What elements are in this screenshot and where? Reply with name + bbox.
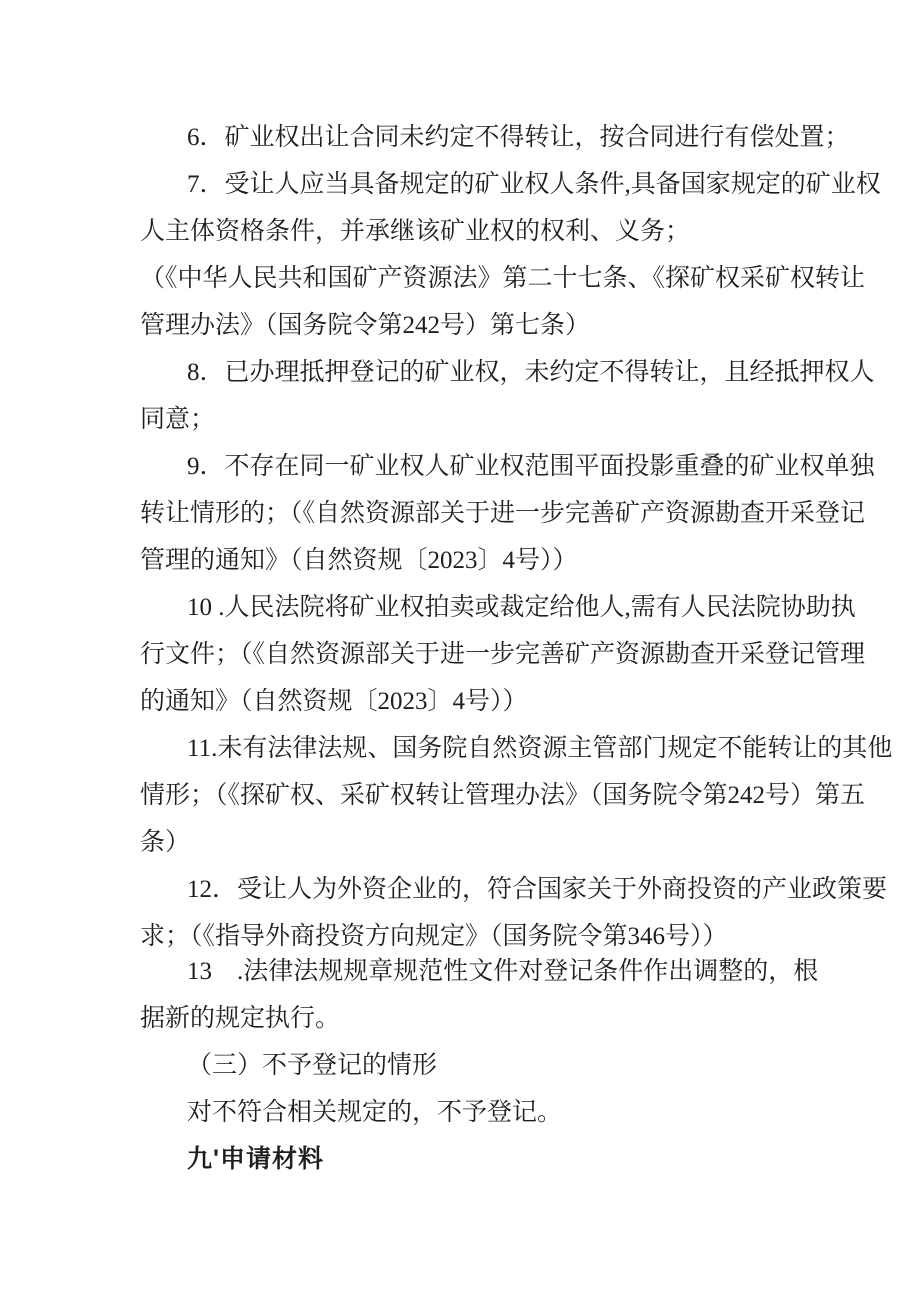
document-line: 求；（《指导外商投资方向规定》（国务院令第346号）） bbox=[140, 923, 728, 950]
section-heading: 九'申请材料 bbox=[187, 1145, 324, 1173]
document-line: 情形；（《探矿权、采矿权转让管理办法》（国务院令第242号）第五 bbox=[140, 782, 866, 809]
document-line: 8．已办理抵押登记的矿业权，未约定不得转让，且经抵押权人 bbox=[187, 359, 875, 386]
document-line: 据新的规定执行。 bbox=[140, 1005, 341, 1032]
document-line: 对不符合相关规定的，不予登记。 bbox=[187, 1099, 563, 1126]
document-line: 管理办法》（国务院令第242号）第七条） bbox=[140, 312, 591, 339]
document-line: （三）不予登记的情形 bbox=[187, 1052, 438, 1079]
document-body bbox=[140, 114, 896, 1183]
document-line: 7．受让人应当具备规定的矿业权人条件,具备国家规定的矿业权 bbox=[187, 171, 881, 198]
document-line: 的通知》（自然资规〔2023〕4号）） bbox=[140, 688, 528, 715]
document-line: 转让情形的；（《自然资源部关于进一步完善矿产资源勘查开采登记 bbox=[140, 500, 866, 527]
document-line: 10 .人民法院将矿业权拍卖或裁定给他人,需有人民法院协助执 bbox=[187, 594, 856, 621]
document-line: 12．受让人为外资企业的，符合国家关于外商投资的产业政策要 bbox=[187, 876, 888, 903]
document-line: 同意； bbox=[140, 406, 216, 433]
document-line: 人主体资格条件，并承继该矿业权的权利、义务； bbox=[140, 218, 691, 245]
document-line: 11.未有法律法规、国务院自然资源主管部门规定不能转让的其他 bbox=[187, 735, 893, 762]
document-line: 管理的通知》（自然资规〔2023〕4号）） bbox=[140, 547, 578, 574]
document-line: （《中华人民共和国矿产资源法》第二十七条、《探矿权采矿权转让 bbox=[140, 265, 866, 292]
document-line: 行文件；（《自然资源部关于进一步完善矿产资源勘查开采登记管理 bbox=[140, 641, 866, 668]
document-line: 条） bbox=[140, 829, 191, 856]
document-line: 13 .法律法规规章规范性文件对登记条件作出调整的，根 bbox=[187, 958, 819, 985]
document-line: 6．矿业权出让合同未约定不得转让，按合同进行有偿处置； bbox=[187, 124, 850, 151]
document-line: 9．不存在同一矿业权人矿业权范围平面投影重叠的矿业权单独 bbox=[187, 453, 875, 480]
